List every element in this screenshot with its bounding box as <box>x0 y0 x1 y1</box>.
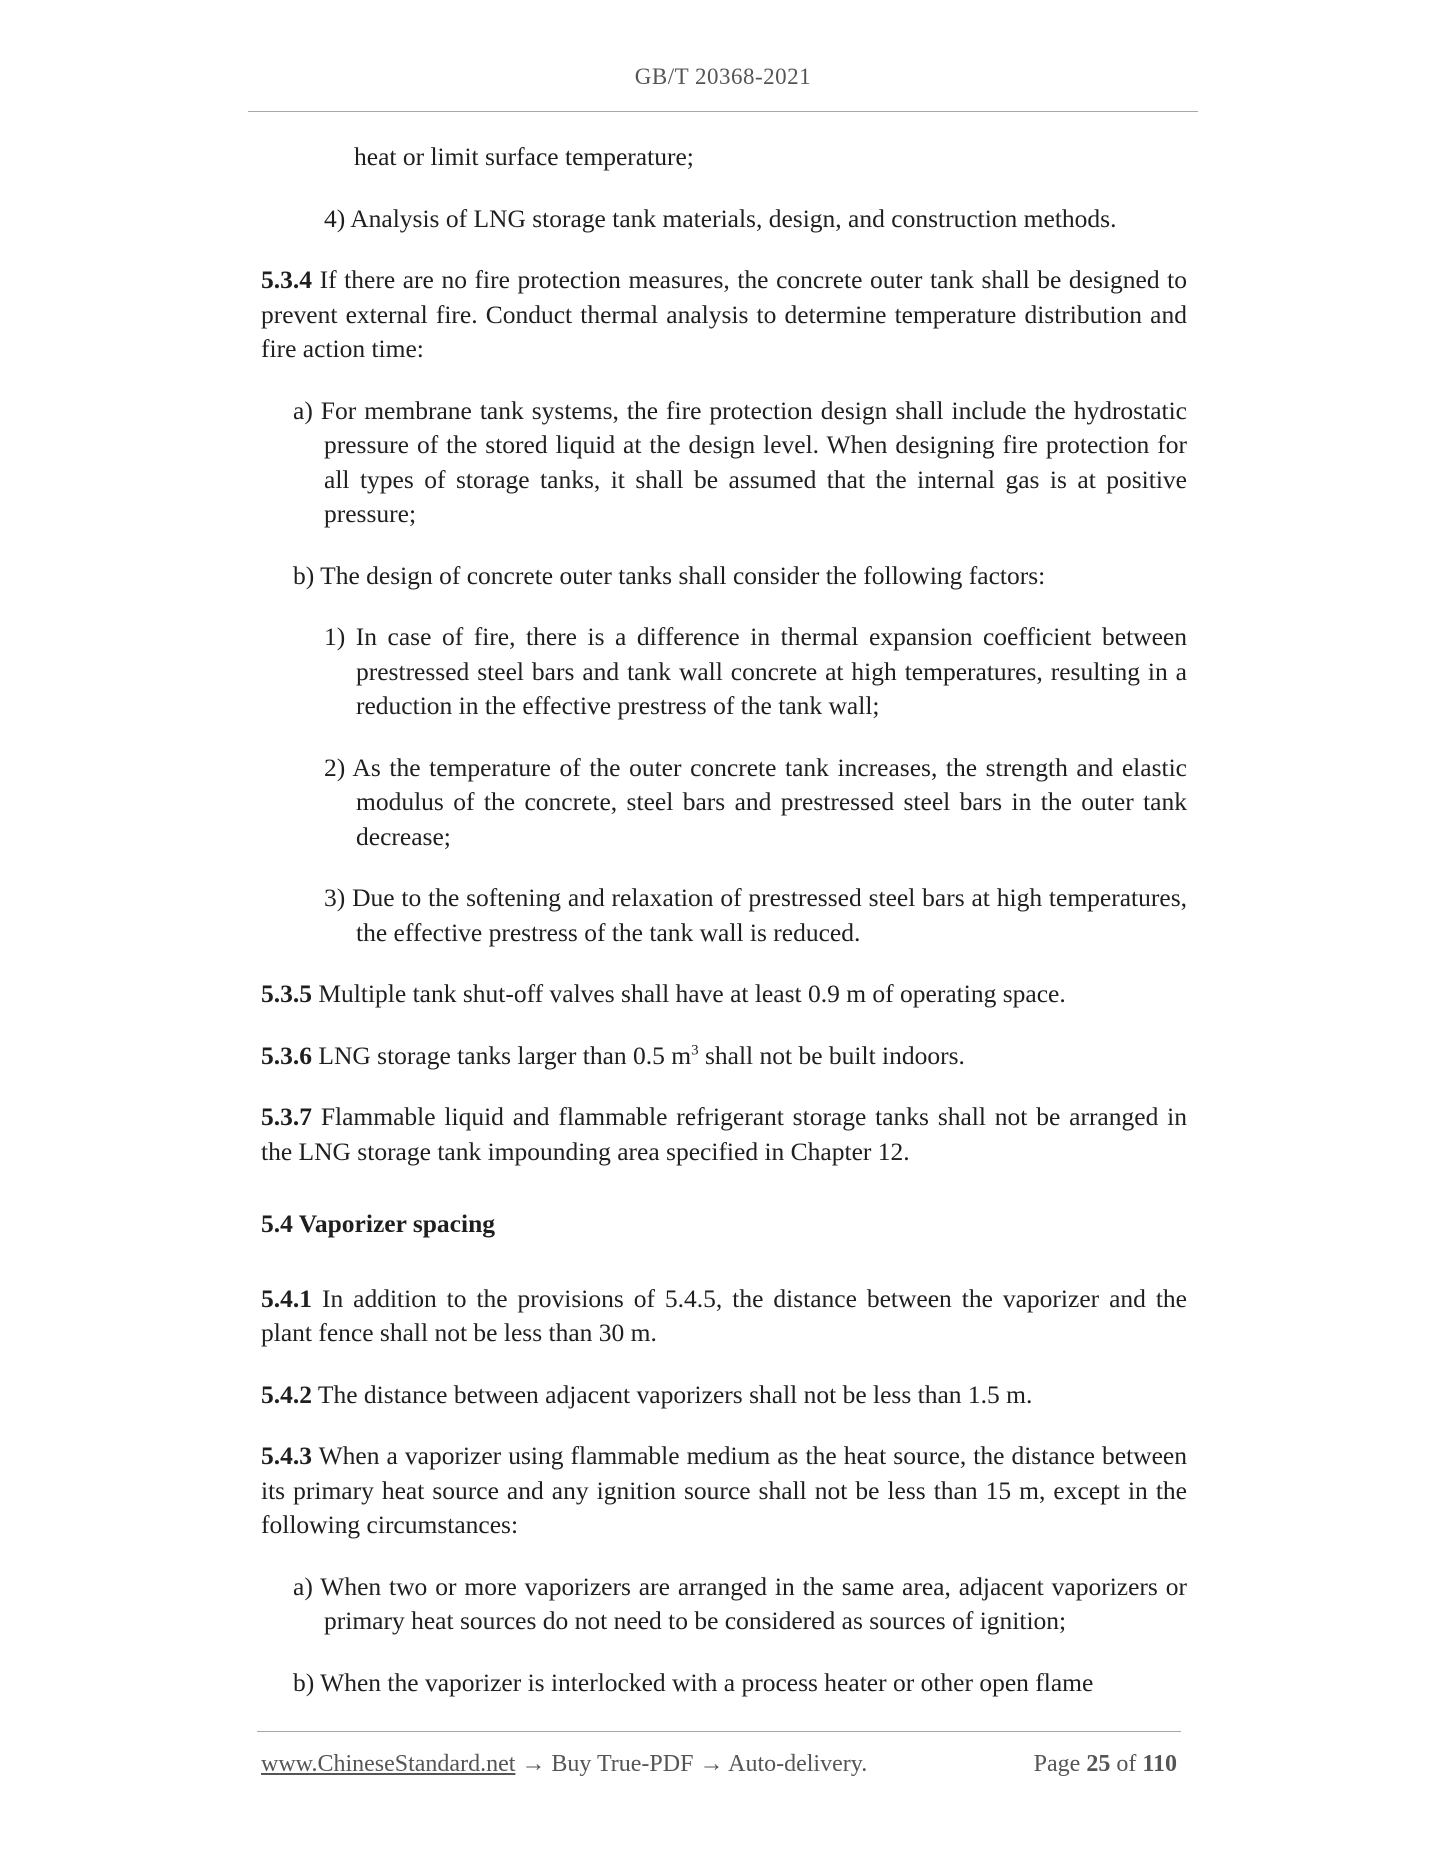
page-label: Page <box>1033 1751 1081 1777</box>
clause-5-4-3 <box>261 1439 1187 1543</box>
page-of: of <box>1116 1751 1137 1777</box>
list-item-a: a) When two or more vaporizers are arranged in the same area, adjacent vaporizers or primary heat sources do not need to be considered as sources of ignition; <box>293 1571 1187 1635</box>
clause-text: In addition to the provisions of 5.4.5, the distance between the vaporizer and the plant fence shall not be less than 30 m. <box>261 1283 1187 1347</box>
footer-promo-text: → Buy True-PDF → Auto-delivery. <box>515 1751 868 1777</box>
footer-divider <box>257 1731 1181 1732</box>
clause-text: Multiple tank shut-off valves shall have at least 0.9 m of operating space. <box>312 979 1066 1008</box>
clause-5-4-2 <box>261 1378 1187 1413</box>
clause-number: 5.3.4 <box>261 265 312 294</box>
sub-item-3: 3) Due to the softening and relaxation of prestressed steel bars at high temperatures, the effective prestress of the tank wall is reduced. <box>324 883 1187 947</box>
clause-5-3-4 <box>261 263 1187 367</box>
sub-item-2: 2) As the temperature of the outer concrete tank increases, the strength and elastic modulus of the concrete, steel bars and prestressed steel bars in the outer tank decrease; <box>324 752 1187 851</box>
document-body <box>261 140 1187 1700</box>
clause-number: 5.3.7 <box>261 1102 312 1131</box>
page-number <box>1034 1751 1177 1778</box>
clause-number: 5.3.6 <box>261 1040 312 1070</box>
page-current: 25 <box>1086 1751 1111 1777</box>
clause-number: 5.4.2 <box>261 1379 312 1409</box>
clause-number: 5.4.1 <box>261 1283 312 1313</box>
website-link[interactable]: www.ChineseStandard.net <box>261 1751 516 1777</box>
clause-text: Flammable liquid and flammable refrigerant storage tanks shall not be arranged in the LNG storage tank impounding area specified in Chapter 12. <box>261 1102 1187 1166</box>
section-heading-5-4: 5.4 Vaporizer spacing <box>261 1209 496 1238</box>
clause-text: The distance between adjacent vaporizers shall not be less than 1.5 m. <box>312 1379 1033 1409</box>
clause-text: When a vaporizer using flammable medium as the heat source, the distance between its primary heat source and any ignition source shall not be less than 15 m, except in the following circumstances: <box>261 1441 1187 1539</box>
header-divider <box>248 111 1198 112</box>
list-item-b: b) The design of concrete outer tanks shall consider the following factors: <box>293 560 1046 590</box>
page-header-title: GB/T 20368-2021 <box>634 64 812 89</box>
page-footer <box>261 1751 1181 1778</box>
clause-number: 5.3.5 <box>261 979 312 1008</box>
clause-5-3-7 <box>261 1100 1187 1169</box>
clause-5-3-5 <box>261 977 1187 1012</box>
clause-5-3-6 <box>261 1039 1187 1074</box>
paragraph-continuation: heat or limit surface temperature; <box>354 142 694 171</box>
superscript: 3 <box>691 1042 699 1058</box>
page-total: 110 <box>1142 1751 1177 1777</box>
clause-text: If there are no fire protection measures, the concrete outer tank shall be designed to prevent external fire. Conduct thermal analysis to determine temperature distribution and fire action time: <box>261 265 1187 363</box>
clause-text: shall not be built indoors. <box>698 1040 965 1070</box>
clause-text: LNG storage tanks larger than 0.5 m <box>312 1040 692 1070</box>
clause-5-4-1 <box>261 1282 1187 1351</box>
list-item-4: 4) Analysis of LNG storage tank materials, design, and construction methods. <box>324 203 1117 233</box>
sub-item-1: 1) In case of fire, there is a difference in thermal expansion coefficient between prestressed steel bars and tank wall concrete at high temperatures, resulting in a reduction in the effective prestress of the tank wall; <box>324 622 1187 720</box>
clause-number: 5.4.3 <box>261 1441 312 1470</box>
list-item-a: a) For membrane tank systems, the fire protection design shall include the hydrostatic pressure of the stored liquid at the design level. When designing fire protection for all types of storage tanks, it shall be assumed that the internal gas is at positive pressure; <box>293 395 1187 528</box>
list-item-b: b) When the vaporizer is interlocked with a process heater or other open flame <box>293 1667 1094 1697</box>
